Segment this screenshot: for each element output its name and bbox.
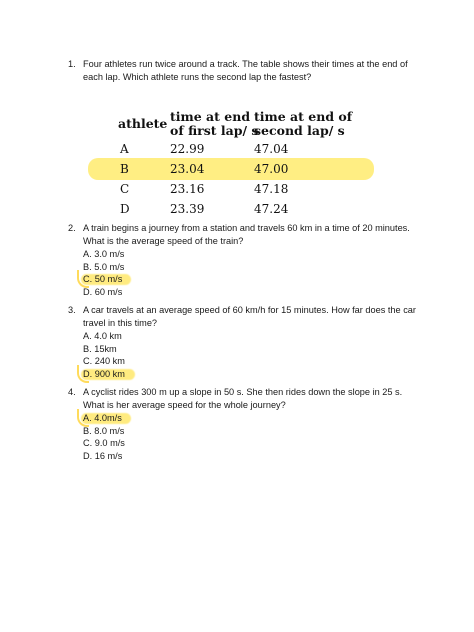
- question-3-number: 3.: [68, 305, 76, 315]
- table-row-d-athlete: D: [120, 202, 130, 216]
- header-second-lap-2: second lap/ s: [254, 123, 345, 138]
- row-b-highlight: [88, 158, 374, 180]
- header-athlete: athlete: [118, 116, 168, 131]
- header-first-lap-2: of first lap/ s: [170, 123, 259, 138]
- question-3-stem: A car travels at an average speed of 60 km/h for 15 minutes. How far does the car travel in this time?: [83, 305, 416, 328]
- question-2-options: [83, 248, 418, 298]
- table-row-a-lap2: 47.04: [254, 142, 289, 156]
- question-3-option-a: A. 4.0 km: [83, 331, 122, 341]
- table-row-b-lap2: 47.00: [254, 162, 289, 176]
- header-first-lap-1: time at end: [170, 109, 251, 124]
- question-1-number: 1.: [68, 59, 76, 69]
- table-row-c-athlete: C: [120, 182, 130, 196]
- question-2: [68, 222, 418, 298]
- question-2-number: 2.: [68, 223, 76, 233]
- table-row-a-athlete: A: [120, 142, 129, 156]
- question-3-option-c: C. 240 km: [83, 356, 125, 366]
- question-1-stem: Four athletes run twice around a track. The table shows their times at the end of each lap. Which athlete runs the second lap the fastest?: [83, 59, 408, 82]
- question-3-options: [83, 330, 418, 380]
- table-row-b-athlete: B: [120, 162, 129, 176]
- question-4-options: [83, 412, 418, 462]
- question-3-option-b: B. 15km: [83, 343, 117, 354]
- table-row-d-lap1: 23.39: [170, 202, 205, 216]
- question-2-option-d: D. 60 m/s: [83, 286, 123, 297]
- question-3-option-d: D. 900 km: [83, 368, 418, 381]
- question-2-option-c: C. 50 m/s: [83, 273, 418, 286]
- question-1: [68, 58, 418, 83]
- question-4-option-c: C. 9.0 m/s: [83, 438, 125, 448]
- table-row-b-lap1: 23.04: [170, 162, 205, 176]
- question-4-option-b: B. 8.0 m/s: [83, 425, 125, 436]
- table-row-a-lap1: 22.99: [170, 142, 205, 156]
- question-3: [68, 304, 418, 380]
- question-4-option-a: A. 4.0m/s: [83, 412, 418, 425]
- question-2-option-a: A. 3.0 m/s: [83, 249, 125, 259]
- question-2-stem: A train begins a journey from a station and travels 60 km in a time of 20 minutes. What is the average speed of the train?: [83, 223, 410, 246]
- table-row-c-lap1: 23.16: [170, 182, 205, 196]
- table-row-d-lap2: 47.24: [254, 202, 289, 216]
- question-4: [68, 386, 418, 462]
- question-4-stem: A cyclist rides 300 m up a slope in 50 s. She then rides down the slope in 25 s. What is her average speed for the whole journey?: [83, 387, 403, 410]
- question-4-option-d: D. 16 m/s: [83, 450, 123, 461]
- question-4-number: 4.: [68, 387, 76, 397]
- question-2-option-b: B. 5.0 m/s: [83, 261, 125, 272]
- header-second-lap-1: time at end of: [254, 109, 353, 124]
- table-row-c-lap2: 47.18: [254, 182, 289, 196]
